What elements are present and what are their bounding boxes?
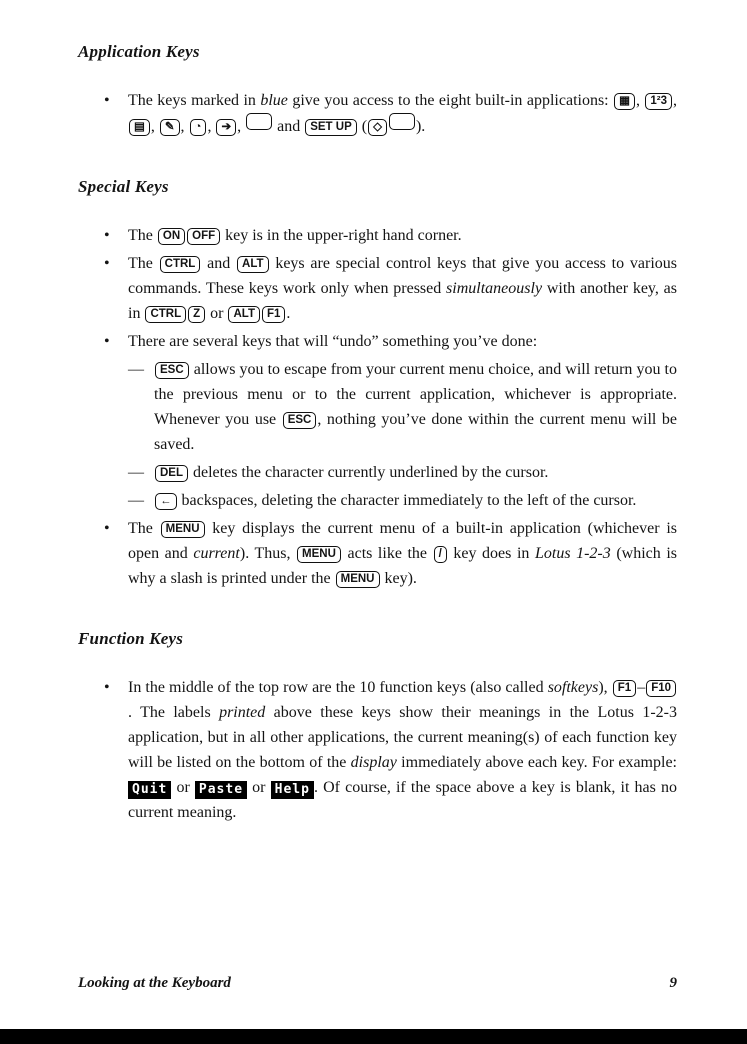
text-run: . The labels bbox=[128, 704, 220, 721]
text-run: The bbox=[128, 520, 160, 537]
text-run: In the middle of the top row are the 10 function keys (also called bbox=[128, 679, 548, 696]
text-run: , bbox=[635, 92, 645, 109]
italic-text: Lotus 1-2-3 bbox=[534, 545, 611, 562]
text-run: give you access to the eight built-in applications: bbox=[287, 92, 614, 109]
text-run: or bbox=[247, 779, 271, 796]
section-heading: Function Keys bbox=[78, 629, 184, 648]
list-marker: • bbox=[104, 333, 110, 350]
setup-key: SET UP bbox=[305, 119, 357, 136]
menu-key: MENU bbox=[161, 521, 205, 538]
text-run: There are several keys that will “undo” something you’ve done: bbox=[128, 333, 538, 350]
text-run: . Of course, if the space above a key is blank, it has no current meaning. bbox=[128, 779, 677, 821]
text-run: key is in the upper-right hand corner. bbox=[221, 227, 462, 244]
f10-key: F10 bbox=[646, 680, 676, 697]
phone-key: ✎ bbox=[160, 119, 180, 136]
text-run: allows you to escape from your current menu choice, and will return you to the previous menu or to the current application, whichever is appropriate. Whenever you use bbox=[154, 361, 677, 428]
ctrl-key: CTRL bbox=[145, 306, 186, 323]
filer-key: ▦ bbox=[614, 93, 635, 110]
memo-key: ▤ bbox=[129, 119, 150, 136]
item-text bbox=[128, 88, 677, 139]
on-key: ON bbox=[158, 228, 185, 245]
bullet-item bbox=[104, 88, 677, 139]
item-text bbox=[128, 223, 677, 248]
list-marker: — bbox=[128, 464, 144, 481]
text-run: (which is why a slash is printed under the bbox=[128, 545, 678, 587]
footer-running-title: Looking at the Keyboard bbox=[78, 975, 231, 991]
text-run: The bbox=[128, 255, 159, 272]
list-marker: • bbox=[104, 92, 110, 109]
text-run: , bbox=[150, 118, 159, 135]
comm-key: ➔ bbox=[216, 119, 236, 136]
lotus-123-key: 1²3 bbox=[645, 93, 672, 110]
text-run: , nothing you’ve done within the current menu will be saved. bbox=[154, 411, 678, 453]
italic-text: simultaneously bbox=[446, 280, 543, 297]
text-run: , bbox=[180, 118, 189, 135]
section-special-keys bbox=[78, 177, 677, 591]
text-run: ). Thus, bbox=[239, 545, 297, 562]
text-run: The keys marked in bbox=[128, 92, 261, 109]
item-text bbox=[154, 488, 677, 513]
italic-text: softkeys bbox=[547, 679, 599, 696]
text-run: – bbox=[637, 679, 646, 696]
off-key: OFF bbox=[187, 228, 220, 245]
f1-key: F1 bbox=[613, 680, 636, 697]
bullet-item bbox=[104, 329, 677, 354]
menu-key: MENU bbox=[336, 571, 380, 588]
text-run: with another key, as in bbox=[128, 280, 678, 322]
dash-item bbox=[128, 460, 677, 485]
item-text bbox=[128, 516, 677, 591]
bullet-item bbox=[104, 251, 677, 326]
section-heading: Application Keys bbox=[78, 42, 200, 61]
italic-text: printed bbox=[219, 704, 266, 721]
alt-key: ALT bbox=[237, 256, 269, 273]
dash-item bbox=[128, 357, 677, 457]
text-run: acts like the bbox=[341, 545, 433, 562]
list-marker: — bbox=[128, 492, 144, 509]
dash-item bbox=[128, 488, 677, 513]
softkey-label-help: Help bbox=[271, 781, 314, 799]
item-text bbox=[128, 675, 677, 825]
bullet-item bbox=[104, 516, 677, 591]
list-marker: • bbox=[104, 679, 110, 696]
text-run: ). bbox=[415, 118, 426, 135]
text-run: key displays the current menu of a built-in application (whichever is open and bbox=[128, 520, 678, 562]
list-marker: • bbox=[104, 255, 110, 272]
calc-key bbox=[246, 113, 272, 130]
text-run: key). bbox=[380, 570, 417, 587]
item-text bbox=[128, 329, 677, 354]
item-text bbox=[154, 460, 677, 485]
text-run: , bbox=[207, 118, 216, 135]
softkey-label-paste: Paste bbox=[195, 781, 247, 799]
italic-text: display bbox=[350, 754, 397, 771]
text-run: immediately above each key. For example: bbox=[396, 754, 677, 771]
alt-key: ALT bbox=[228, 306, 260, 323]
shift-key: ◇ bbox=[368, 119, 387, 136]
f1-key: F1 bbox=[262, 306, 285, 323]
bullet-item bbox=[104, 223, 677, 248]
text-run: , bbox=[673, 92, 677, 109]
text-run: ), bbox=[598, 679, 612, 696]
text-run: , bbox=[237, 118, 246, 135]
text-run: and bbox=[201, 255, 237, 272]
list-marker: • bbox=[104, 227, 110, 244]
esc-key: ESC bbox=[155, 362, 189, 379]
slash-key: / bbox=[434, 546, 447, 563]
del-key: DEL bbox=[155, 465, 188, 482]
item-text bbox=[154, 357, 677, 457]
text-run: The bbox=[128, 227, 157, 244]
section-application-keys bbox=[78, 42, 677, 139]
z-key: Z bbox=[188, 306, 205, 323]
text-run: key does in bbox=[447, 545, 535, 562]
esc-key: ESC bbox=[283, 412, 317, 429]
text-run: and bbox=[273, 118, 305, 135]
text-run: ( bbox=[357, 118, 368, 135]
blank-key bbox=[389, 113, 415, 130]
text-run: above these keys show their meanings in the Lotus 1-2-3 application, but in all other applications, the current meaning(s) of each function key will be listed on the bottom of the bbox=[128, 704, 678, 771]
item-text bbox=[128, 251, 677, 326]
scan-edge bbox=[0, 1029, 747, 1044]
text-run: or bbox=[206, 305, 228, 322]
italic-text: blue bbox=[260, 92, 288, 109]
footer-page-number: 9 bbox=[669, 975, 677, 991]
text-run: deletes the character currently underlined by the cursor. bbox=[189, 464, 549, 481]
page-footer bbox=[78, 975, 677, 992]
text-run: keys are special control keys that give you access to various commands. These keys work only when pressed bbox=[128, 255, 678, 297]
italic-text: current bbox=[193, 545, 240, 562]
text-run: . bbox=[286, 305, 291, 322]
ctrl-key: CTRL bbox=[160, 256, 201, 273]
section-function-keys bbox=[78, 629, 677, 825]
backspace-key: ← bbox=[155, 493, 177, 510]
list-marker: — bbox=[128, 361, 144, 378]
document-body bbox=[78, 42, 677, 863]
text-run: backspaces, deleting the character immediately to the left of the cursor. bbox=[177, 492, 637, 509]
text-run: or bbox=[171, 779, 195, 796]
bullet-item bbox=[104, 675, 677, 825]
list-marker: • bbox=[104, 520, 110, 537]
section-heading: Special Keys bbox=[78, 177, 169, 196]
softkey-label-quit: Quit bbox=[128, 781, 171, 799]
clock-key: ◔ bbox=[190, 119, 207, 136]
menu-key: MENU bbox=[297, 546, 341, 563]
